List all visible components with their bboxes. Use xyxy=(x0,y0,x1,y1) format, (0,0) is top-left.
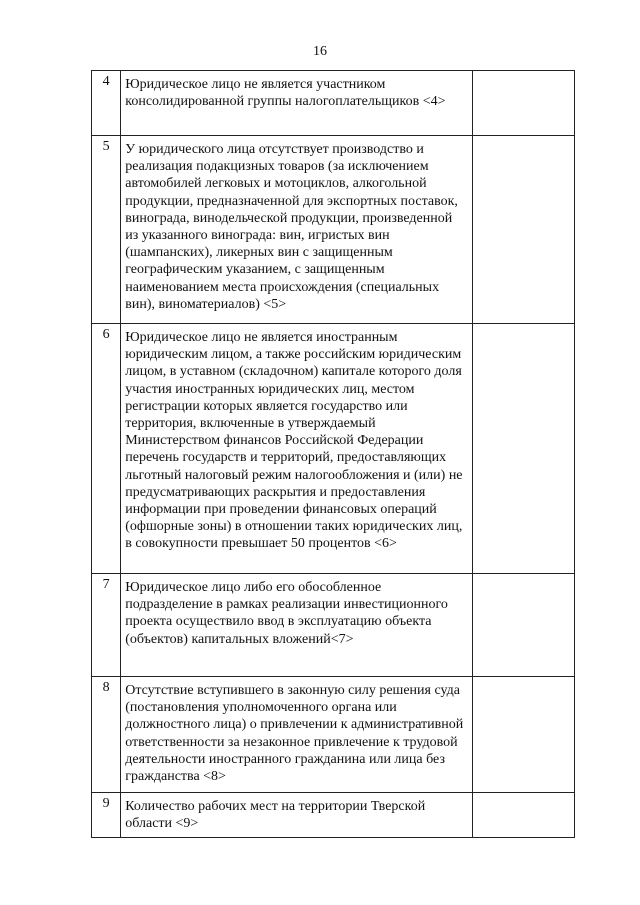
row-description xyxy=(121,574,473,677)
row-description-text: Отсутствие вступившего в законную силу решения суда (постановления уполномоченного органа или должностного лица) о привлечении к административной ответственности за незаконное привлечение к трудовой деятельности иностранного гражданина или лица без гражданства <8> xyxy=(125,683,464,785)
table-row xyxy=(92,793,575,838)
table-row xyxy=(92,324,575,574)
row-value-cell[interactable] xyxy=(473,324,575,574)
row-value-cell[interactable] xyxy=(473,136,575,324)
table-row xyxy=(92,136,575,324)
table-row xyxy=(92,677,575,793)
row-description-text: Юридическое лицо не является иностранным юридическим лицом, а также российским юридическим лицом, в уставном (складочном) капитале которого доля участия иностранных юридических лиц, местом регистрации которых является государство или территория, включенные в утверждаемый Министерством финансов Российской Федерации перечень государств и территорий, предоставляющих льготный налоговый режим налогообложения и (или) не предусматривающих раскрытия и предоставления информации при проведении финансовых операций (офшорные зоны) в отношении таких юридических лиц, в совокупности превышает 50 процентов <6> xyxy=(125,330,463,552)
page-number: 16 xyxy=(313,44,327,59)
row-description xyxy=(121,71,473,136)
row-number: 5 xyxy=(92,136,121,324)
row-number: 7 xyxy=(92,574,121,677)
row-number: 6 xyxy=(92,324,121,574)
row-description-text: Количество рабочих мест на территории Тверской области <9> xyxy=(125,799,426,832)
row-description xyxy=(121,324,473,574)
row-value-cell[interactable] xyxy=(473,793,575,838)
table-row xyxy=(92,574,575,677)
row-description-text: Юридическое лицо либо его обособленное подразделение в рамках реализации инвестиционного проекта осуществило ввод в эксплуатацию объекта (объектов) капитальных вложений<7> xyxy=(125,580,448,647)
row-description xyxy=(121,793,473,838)
row-value-cell[interactable] xyxy=(473,677,575,793)
row-number: 9 xyxy=(92,793,121,838)
row-value-cell[interactable] xyxy=(473,71,575,136)
table-row xyxy=(92,71,575,136)
row-description-text: У юридического лица отсутствует производство и реализация подакцизных товаров (за исключением автомобилей легковых и мотоциклов, алкогольной продукции, предназначенной для экспортных поставок, винограда, винодельческой продукции, произведенной из указанного винограда: вин, игристых вин (шампанских), ликерных вин с защищенным географическим указанием, с защищенным наименованием места происхождения (специальных вин), виноматериалов) <5> xyxy=(125,142,458,312)
row-description-text: Юридическое лицо не является участником консолидированной группы налогоплательщиков <4> xyxy=(125,77,446,110)
row-value-cell[interactable] xyxy=(473,574,575,677)
requirements-table xyxy=(91,70,575,838)
row-number: 4 xyxy=(92,71,121,136)
row-description xyxy=(121,136,473,324)
row-number: 8 xyxy=(92,677,121,793)
row-description xyxy=(121,677,473,793)
